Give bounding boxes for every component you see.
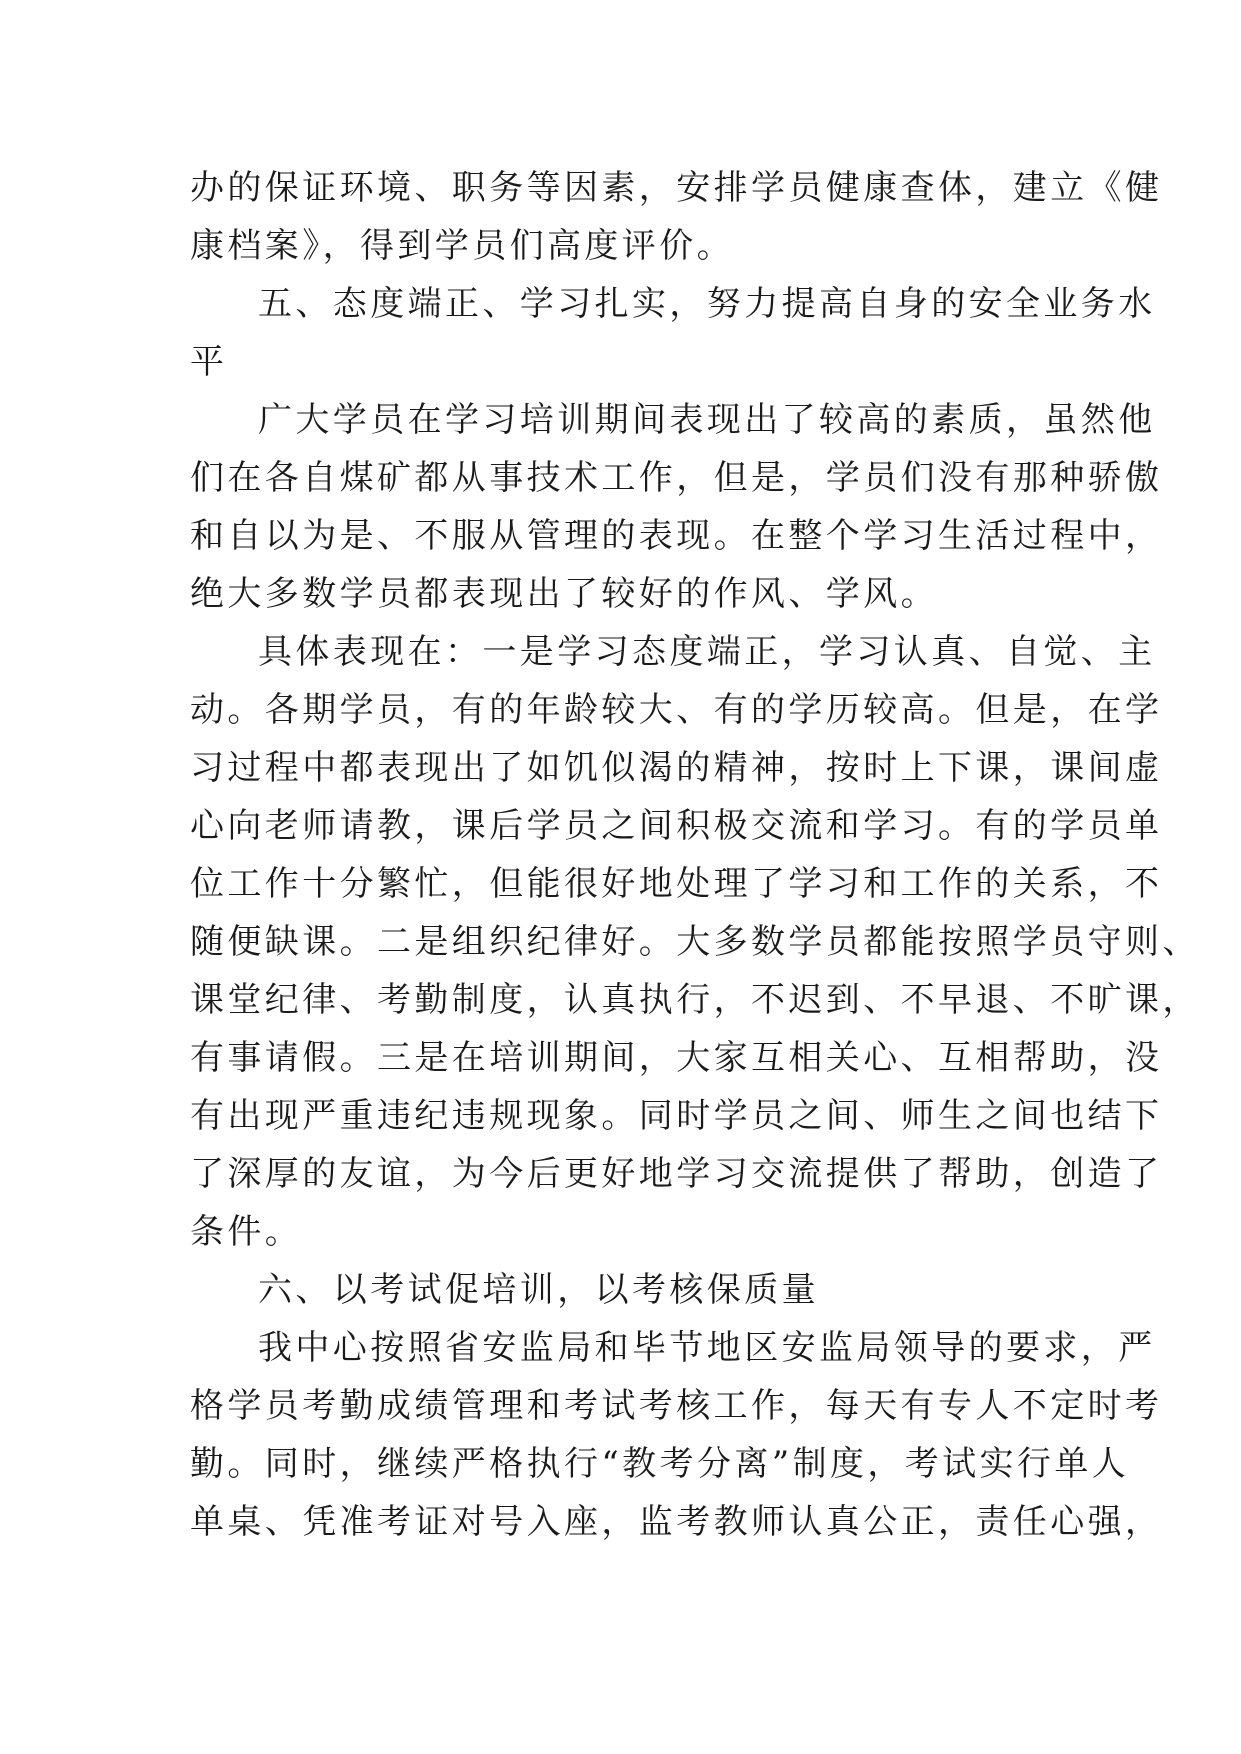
text-line: 心向老师请教，课后学员之间积极交流和学习。有的学员单 [190,806,1163,846]
text-line: 单桌、凭准考证对号入座，监考教师认真公正，责任心强， [190,1502,1163,1542]
text-line: 广大学员在学习培训期间表现出了较高的素质，虽然他 [258,400,1156,440]
text-line: 我中心按照省安监局和毕节地区安监局领导的要求，严 [258,1328,1156,1368]
text-line: 了深厚的友谊，为今后更好地学习交流提供了帮助，创造了 [190,1154,1163,1194]
section-heading: 五、态度端正、学习扎实，努力提高自身的安全业务水 [258,284,1156,324]
text-line: 有事请假。三是在培训期间，大家互相关心、互相帮助，没 [190,1038,1163,1078]
text-line: 随便缺课。二是组织纪律好。大多数学员都能按照学员守则、 [190,922,1200,962]
text-line: 康档案》，得到学员们高度评价。 [190,226,734,266]
text-line: 课堂纪律、考勤制度，认真执行，不迟到、不早退、不旷课， [190,980,1200,1020]
text-line: 具体表现在：一是学习态度端正，学习认真、自觉、主 [258,632,1156,672]
text-line: 条件。 [190,1212,303,1252]
text-line: 位工作十分繁忙，但能很好地处理了学习和工作的关系，不 [190,864,1163,904]
text-line: 们在各自煤矿都从事技术工作，但是，学员们没有那种骄傲 [190,458,1163,498]
text-line: 有出现严重违纪违规现象。同时学员之间、师生之间也结下 [190,1096,1163,1136]
text-line: 习过程中都表现出了如饥似渴的精神，按时上下课，课间虚 [190,748,1163,788]
text-line: 办的保证环境、职务等因素，安排学员健康查体，建立《健 [190,168,1163,208]
text-line: 绝大多数学员都表现出了较好的作风、学风。 [190,574,938,614]
section-heading: 平 [190,342,228,382]
text-line: 动。各期学员，有的年龄较大、有的学历较高。但是，在学 [190,690,1163,730]
text-line: 和自以为是、不服从管理的表现。在整个学习生活过程中， [190,516,1163,556]
text-line: 勤。同时，继续严格执行“教考分离”制度，考试实行单人 [190,1444,1130,1484]
section-heading: 六、以考试促培训，以考核保质量 [258,1270,819,1310]
text-line: 格学员考勤成绩管理和考试考核工作，每天有专人不定时考 [190,1386,1163,1426]
